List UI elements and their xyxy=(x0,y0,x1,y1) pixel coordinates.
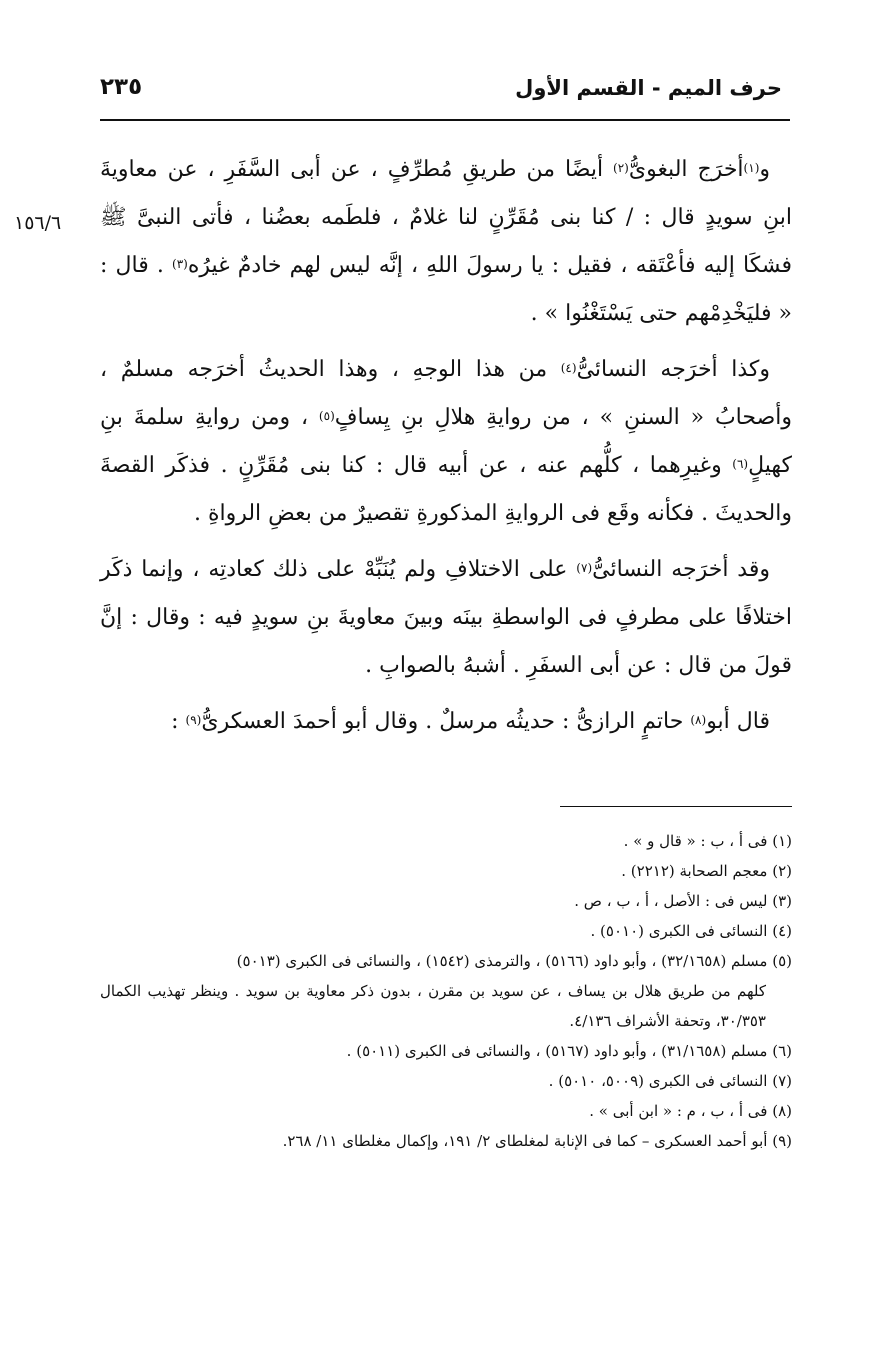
footnote-marker: (٥) xyxy=(318,409,335,423)
footnote xyxy=(100,826,792,856)
footnote-marker: (٩) xyxy=(185,713,202,727)
footnote-number: (٨) xyxy=(772,1102,792,1120)
footnote-number: (٧) xyxy=(772,1072,792,1090)
footnote-marker: (٣) xyxy=(172,257,188,271)
page-number: ٢٣٥ xyxy=(100,74,143,100)
footnote-text: النسائى فى الكبرى (٥٠١٠) . xyxy=(590,922,768,940)
footnote-text: النسائى فى الكبرى (٥٠٠٩، ٥٠١٠) . xyxy=(548,1072,768,1090)
footnote xyxy=(100,946,792,1036)
footnote-rule xyxy=(560,806,792,807)
header-rule xyxy=(100,119,790,121)
paragraph-3 xyxy=(100,546,792,690)
footnote xyxy=(100,1126,792,1156)
text-run: وغيرِهما ، كلُّهم عنه ، عن أبيه قال : كنا بنى مُقَرِّنٍ . فذكَر القصةَ والحديثَ . فكأنه وقَع فى الروايةِ المذكورةِ تقصيرٌ من بعضِ الرواةِ . xyxy=(100,453,792,526)
text-run: على الاختلافِ ولم يُنَبِّهْ على ذلك كعادتِه ، وإنما ذكَر اختلافًا على مطرفٍ فى الواسطةِ بينَه وبينَ معاويةَ بنِ سويدٍ فيه : وقال : إنَّ قولَ من قال : عن أبى السفَرِ . أشبهُ بالصوابِ . xyxy=(100,557,792,678)
page-header xyxy=(100,72,790,112)
paragraph-2 xyxy=(100,346,792,538)
footnote xyxy=(100,1096,792,1126)
footnote xyxy=(100,1036,792,1066)
footnote-number: (٩) xyxy=(772,1132,792,1150)
text-run: من هذا الوجهِ ، وهذا الحديثُ أخرَجه مسلمٌ ، وأصحابُ « السننِ » ، من روايةِ هلالِ بنِ يِسافٍ xyxy=(100,357,792,430)
footnote-text: ليس فى : الأصل ، أ ، ب ، ص . xyxy=(574,892,768,910)
footnote-text: فى أ ، ب ، م : « ابن أبى » . xyxy=(589,1102,768,1120)
footnote xyxy=(100,856,792,886)
footnote-text: أبو أحمد العسكرى – كما فى الإنابة لمغلطاى ٢/ ١٩١، وإكمال مغلطاى ١١/ ٢٦٨. xyxy=(282,1132,768,1150)
footnote xyxy=(100,1066,792,1096)
footnote-number: (١) xyxy=(772,832,792,850)
footnote-number: (٣) xyxy=(772,892,792,910)
footnote-continuation: كلهم من طريق هلال بن يساف ، عن سويد بن مقرن ، بدون ذكر معاوية بن سويد . وينظر تهذيب الكمال ٣٠/٣٥٣، وتحفة الأشراف ٤/١٣٦. xyxy=(100,982,766,1030)
text-run: حاتمٍ الرازىُّ : حديثُه مرسلٌ . وقال أبو أحمدَ العسكرىُّ xyxy=(201,709,691,734)
footnotes xyxy=(100,826,792,1156)
footnote-number: (٦) xyxy=(772,1042,792,1060)
paragraph-1 xyxy=(100,146,792,338)
footnote-number: (٥) xyxy=(772,952,792,970)
footnote-text: مسلم (٣١/١٦٥٨) ، وأبو داود (٥١٦٧) ، والنسائى فى الكبرى (٥٠١١) . xyxy=(346,1042,768,1060)
footnote-marker: (٨) xyxy=(690,713,707,727)
main-text xyxy=(100,146,792,746)
footnote-text: فى أ ، ب : « قال و » . xyxy=(623,832,768,850)
footnote-number: (٢) xyxy=(772,862,792,880)
footnote xyxy=(100,886,792,916)
text-run: : xyxy=(171,709,186,734)
text-run: وكذا أخرَجه النسائىُّ xyxy=(576,357,771,382)
margin-reference: ١٥٦/٦ xyxy=(14,212,62,234)
paragraph-4 xyxy=(100,698,792,746)
footnote-text: معجم الصحابة (٢٢١٢) . xyxy=(621,862,768,880)
footnote-marker: (١) xyxy=(743,161,760,175)
text-run: أخرَج البغوىُّ xyxy=(628,157,744,182)
footnote-marker: (٧) xyxy=(576,561,593,575)
footnote-number: (٤) xyxy=(772,922,792,940)
footnote xyxy=(100,916,792,946)
running-title: حرف الميم - القسم الأول xyxy=(515,76,782,100)
footnote-marker: (٤) xyxy=(560,361,577,375)
footnote-marker: (٦) xyxy=(732,457,749,471)
text-run: . قال : « فليَخْدِمْهم حتى يَسْتَغْنُوا » . xyxy=(100,253,792,326)
footnote-marker: (٢) xyxy=(613,161,629,175)
text-run: و xyxy=(759,157,770,182)
text-run: أيضًا من طريقِ مُطرِّفٍ ، عن أبى السَّفَرِ ، عن معاويةَ ابنِ سويدٍ قال : / كنا بنى مُقَرِّنٍ لنا غلامٌ ، فلطَمه بعضُنا ، فأتى النبىَّ ﷺ فشكَا إليه فأعْتَقه ، فقيل : يا رسولَ اللهِ ، إنَّه ليس لهم خادمٌ غيرُه xyxy=(100,157,792,278)
text-run: وقد أخرَجه النسائىُّ xyxy=(592,557,770,582)
text-run: ، ومن روايةِ سلمةَ بنِ كهيلٍ xyxy=(100,405,792,478)
text-run: قال أبو xyxy=(706,709,770,734)
footnote-text: مسلم (٣٢/١٦٥٨) ، وأبو داود (٥١٦٦) ، والترمذى (١٥٤٢) ، والنسائى فى الكبرى (٥٠١٣) xyxy=(236,952,768,970)
